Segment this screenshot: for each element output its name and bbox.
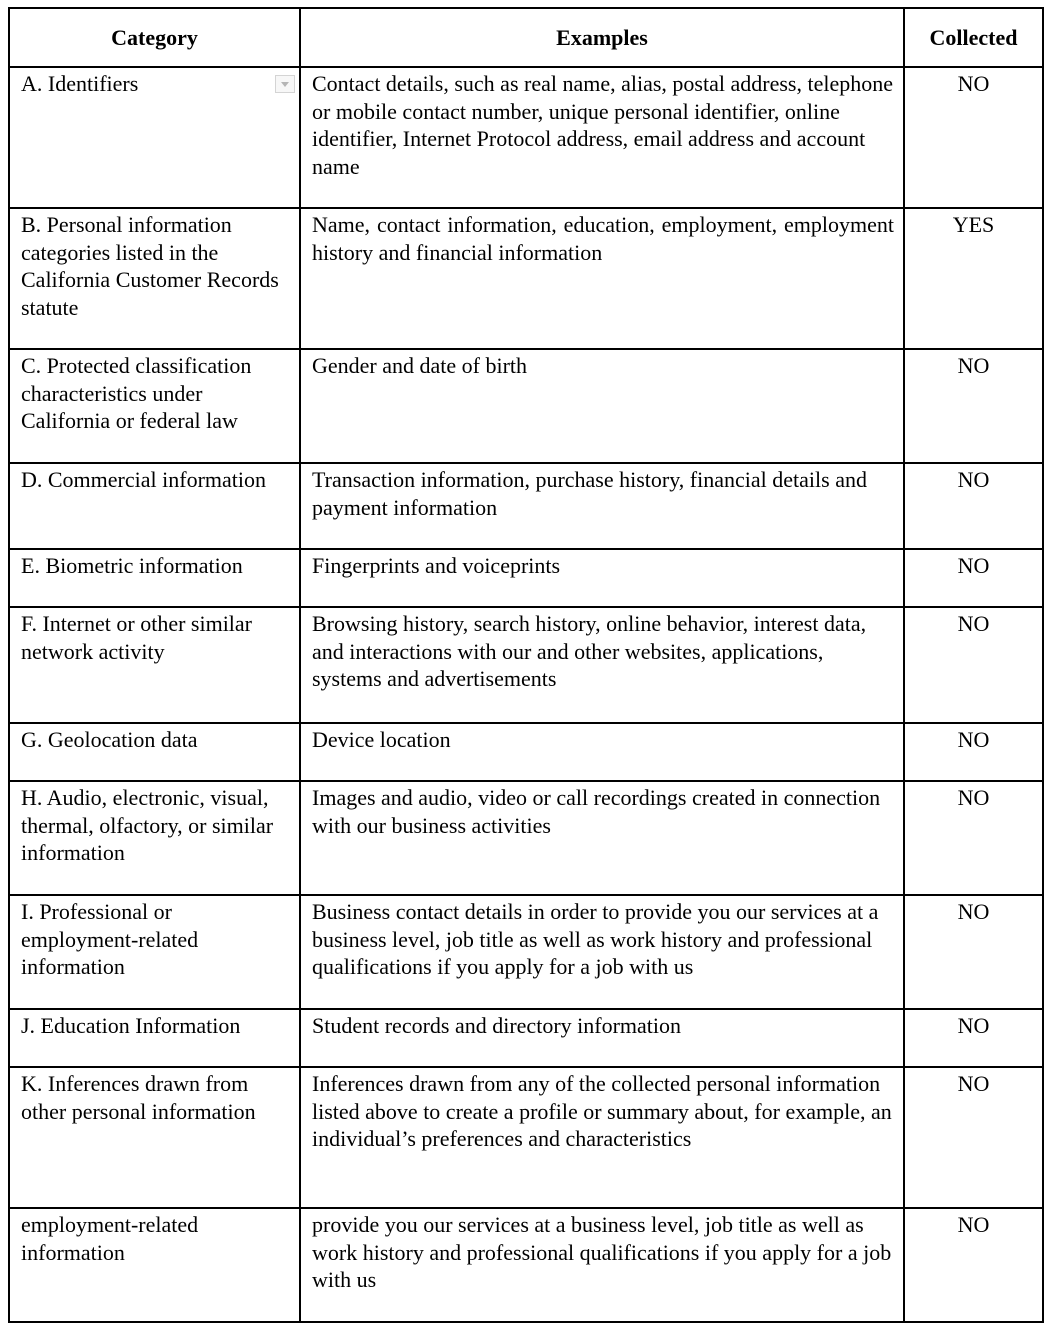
collected-cell: NO — [904, 723, 1043, 781]
category-cell: E. Biometric information — [9, 549, 300, 607]
collected-cell: NO — [904, 463, 1043, 549]
table-row — [9, 1009, 1043, 1067]
examples-cell: Gender and date of birth — [300, 349, 904, 463]
collected-cell: NO — [904, 607, 1043, 723]
category-cell: employment-related information — [9, 1208, 300, 1322]
table-row — [9, 349, 1043, 463]
category-cell: H. Audio, electronic, visual, thermal, olfactory, or similar information — [9, 781, 300, 895]
header-examples: Examples — [300, 8, 904, 67]
examples-cell: Device location — [300, 723, 904, 781]
table-row — [9, 1208, 1043, 1322]
category-cell: G. Geolocation data — [9, 723, 300, 781]
table-row — [9, 549, 1043, 607]
table-row — [9, 1067, 1043, 1208]
examples-cell: Contact details, such as real name, alias, postal address, telephone or mobile contact number, unique personal identifier, online identifier, Internet Protocol address, email address and account name — [300, 67, 904, 208]
header-collected: Collected — [904, 8, 1043, 67]
collected-cell: NO — [904, 1067, 1043, 1208]
examples-cell: Name, contact information, education, employment, employment history and financial information — [300, 208, 904, 349]
collected-cell: NO — [904, 549, 1043, 607]
category-cell: I. Professional or employment-related information — [9, 895, 300, 1009]
examples-cell: Inferences drawn from any of the collected personal information listed above to create a profile or summary about, for example, an individual’s preferences and characteristics — [300, 1067, 904, 1208]
header-category: Category — [9, 8, 300, 67]
table-row — [9, 208, 1043, 349]
examples-cell: provide you our services at a business level, job title as well as work history and professional qualifications if you apply for a job with us — [300, 1208, 904, 1322]
category-cell: F. Internet or other similar network activity — [9, 607, 300, 723]
category-table — [8, 7, 1044, 1323]
collected-cell: NO — [904, 1009, 1043, 1067]
collected-cell: NO — [904, 349, 1043, 463]
category-cell: K. Inferences drawn from other personal information — [9, 1067, 300, 1208]
collected-cell: NO — [904, 67, 1043, 208]
examples-cell: Business contact details in order to provide you our services at a business level, job title as well as work history and professional qualifications if you apply for a job with us — [300, 895, 904, 1009]
category-cell: C. Protected classification characteristics under California or federal law — [9, 349, 300, 463]
table-row — [9, 723, 1043, 781]
collected-cell: NO — [904, 781, 1043, 895]
collected-cell: NO — [904, 895, 1043, 1009]
examples-cell: Student records and directory information — [300, 1009, 904, 1067]
table-row — [9, 463, 1043, 549]
table-row — [9, 781, 1043, 895]
category-cell — [9, 67, 300, 208]
category-cell: J. Education Information — [9, 1009, 300, 1067]
table-row — [9, 895, 1043, 1009]
examples-cell: Fingerprints and voiceprints — [300, 549, 904, 607]
collected-cell: YES — [904, 208, 1043, 349]
examples-cell: Browsing history, search history, online behavior, interest data, and interactions with our and other websites, applications, systems and advertisements — [300, 607, 904, 723]
dropdown-arrow-icon[interactable] — [275, 75, 295, 93]
category-cell: D. Commercial information — [9, 463, 300, 549]
examples-cell: Images and audio, video or call recordings created in connection with our business activities — [300, 781, 904, 895]
table-row — [9, 607, 1043, 723]
examples-cell: Transaction information, purchase history, financial details and payment information — [300, 463, 904, 549]
table-row — [9, 67, 1043, 208]
category-cell: B. Personal information categories listed in the California Customer Records statute — [9, 208, 300, 349]
collected-cell: NO — [904, 1208, 1043, 1322]
category-text: A. Identifiers — [21, 71, 139, 96]
header-row — [9, 8, 1043, 67]
